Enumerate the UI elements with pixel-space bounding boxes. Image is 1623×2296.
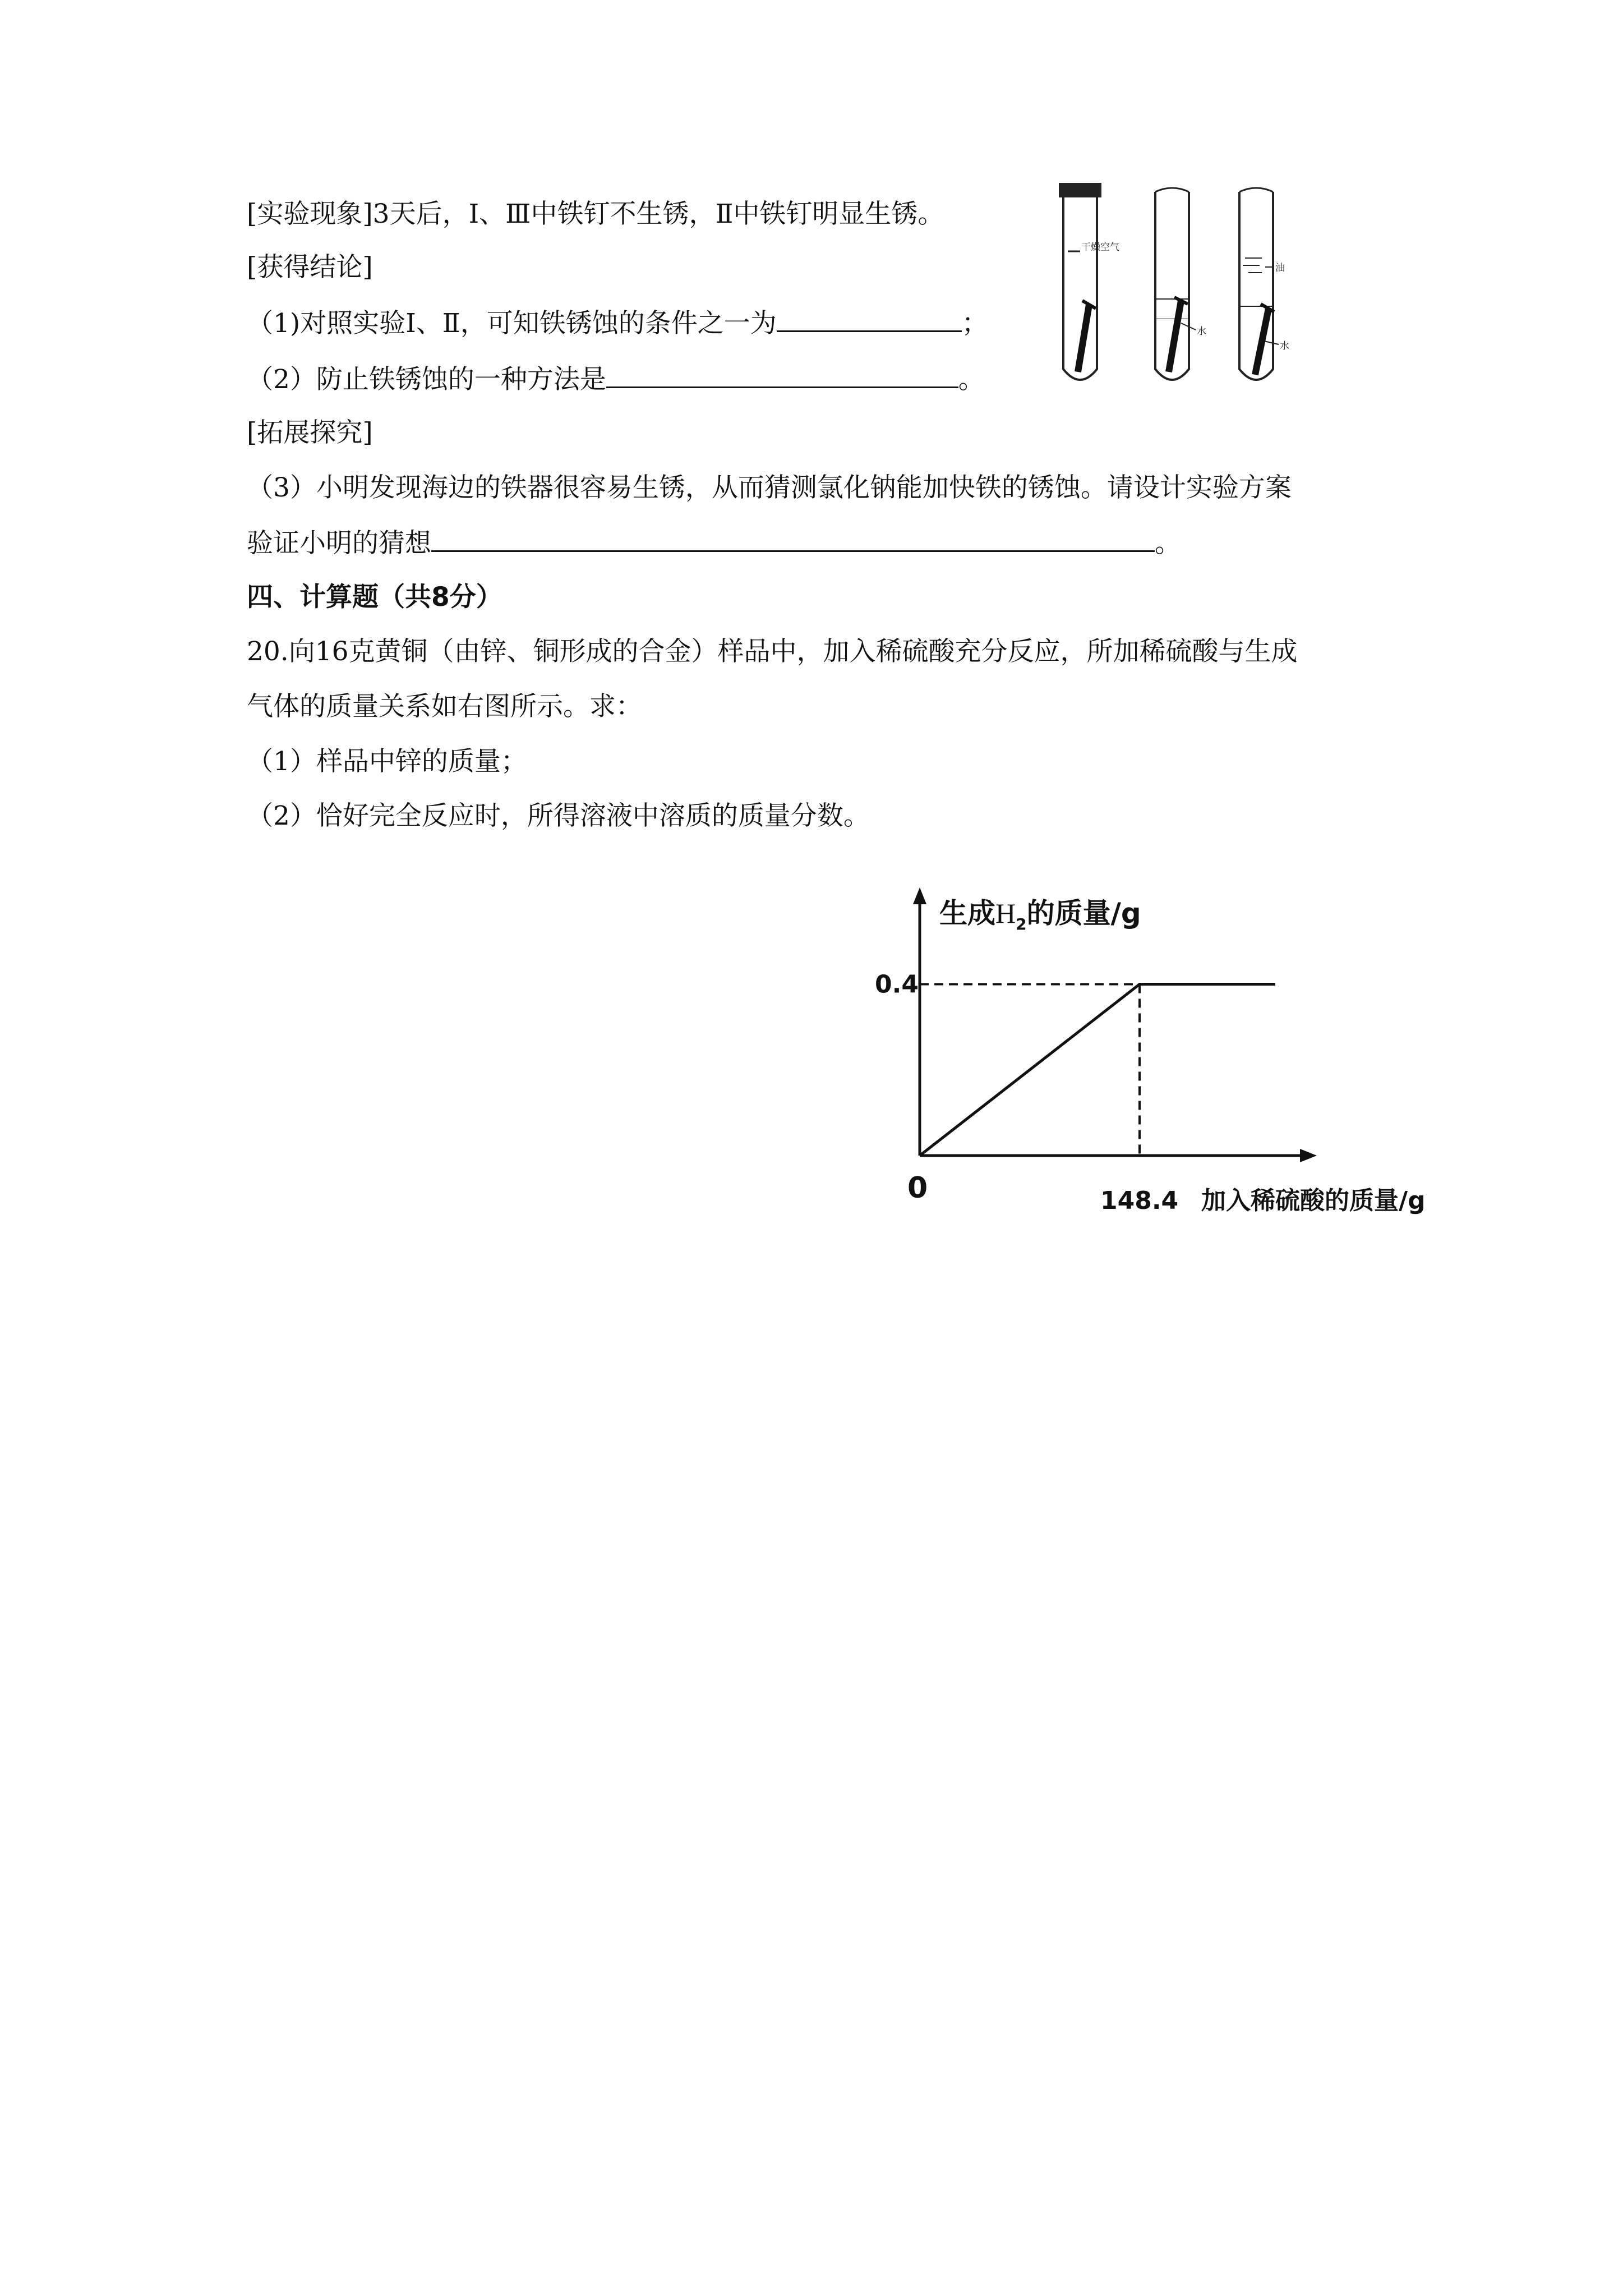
question-3-text: 验证小明的猜想 bbox=[247, 528, 431, 559]
question-20-1: （1）样品中锌的质量； bbox=[247, 746, 527, 777]
experiment-phenomenon: [实验现象]3天后，Ⅰ、Ⅲ中铁钉不生锈，Ⅱ中铁钉明显生锈。 bbox=[247, 199, 944, 229]
chart-marks bbox=[920, 984, 1275, 1156]
answer-blank-2[interactable] bbox=[606, 362, 958, 388]
section-heading: 四、计算题（共8分） bbox=[247, 582, 502, 613]
y-axis-label-suffix: 的质量/g bbox=[1026, 897, 1141, 930]
tube-3-top-label: 油 bbox=[1275, 263, 1285, 274]
question-3: （3）小明发现海边的铁器很容易生锈，从而猜测氯化钠能加快铁的锈蚀。请设计实验方案 bbox=[247, 472, 1292, 503]
question-2-text: （2）防止铁锈蚀的一种方法是 bbox=[247, 364, 606, 395]
tube-2-label: 水 bbox=[1197, 326, 1206, 337]
test-tubes-figure bbox=[1049, 178, 1301, 403]
x-axis-label: 加入稀硫酸的质量/g bbox=[1201, 1186, 1426, 1215]
test-tube-1 bbox=[1059, 183, 1119, 380]
question-3-end: 。 bbox=[1155, 528, 1181, 559]
answer-blank-1[interactable] bbox=[777, 306, 962, 332]
question-3-cont bbox=[247, 526, 1181, 560]
question-2 bbox=[247, 362, 985, 397]
x-axis-arrow bbox=[1300, 1149, 1317, 1162]
extension-heading: [拓展探究] bbox=[247, 417, 373, 448]
iron-nail bbox=[1078, 305, 1089, 372]
y-axis-label-chem: H bbox=[995, 898, 1016, 929]
y-axis-label-prefix: 生成 bbox=[939, 897, 995, 930]
y-axis bbox=[913, 887, 926, 1156]
answer-blank-3[interactable] bbox=[431, 526, 1155, 552]
y-axis-arrow bbox=[913, 887, 926, 904]
tube-3-bottom-label: 水 bbox=[1280, 341, 1289, 352]
iron-nail bbox=[1169, 301, 1181, 372]
origin-label: 0 bbox=[907, 1171, 928, 1205]
y-tick-label: 0.4 bbox=[875, 970, 919, 999]
question-1-text: （1)对照实验Ⅰ、Ⅱ，可知铁锈蚀的条件之一为 bbox=[247, 308, 777, 339]
question-20-2: （2）恰好完全反应时，所得溶液中溶质的质量分数。 bbox=[247, 800, 870, 831]
test-tube-3 bbox=[1239, 188, 1289, 380]
x-tick-label: 148.4 bbox=[1100, 1186, 1179, 1215]
question-1 bbox=[247, 306, 988, 341]
rubber-stopper bbox=[1059, 183, 1101, 197]
conclusion-heading: [获得结论] bbox=[247, 252, 373, 283]
question-1-end: ； bbox=[961, 308, 988, 339]
h2-mass-chart bbox=[841, 881, 1426, 1228]
test-tube-2 bbox=[1155, 188, 1206, 380]
question-20: 20.向16克黄铜（由锌、铜形成的合金）样品中，加入稀硫酸充分反应，所加稀硫酸与生成 bbox=[247, 636, 1298, 667]
x-axis bbox=[920, 1149, 1317, 1162]
y-axis-label bbox=[939, 897, 1141, 933]
y-axis-label-sub: 2 bbox=[1016, 915, 1027, 933]
question-20-cont: 气体的质量关系如右图所示。求： bbox=[247, 691, 642, 722]
series-line bbox=[920, 984, 1275, 1156]
question-2-end: 。 bbox=[958, 364, 985, 395]
tube-1-label: 干燥空气 bbox=[1081, 242, 1119, 253]
